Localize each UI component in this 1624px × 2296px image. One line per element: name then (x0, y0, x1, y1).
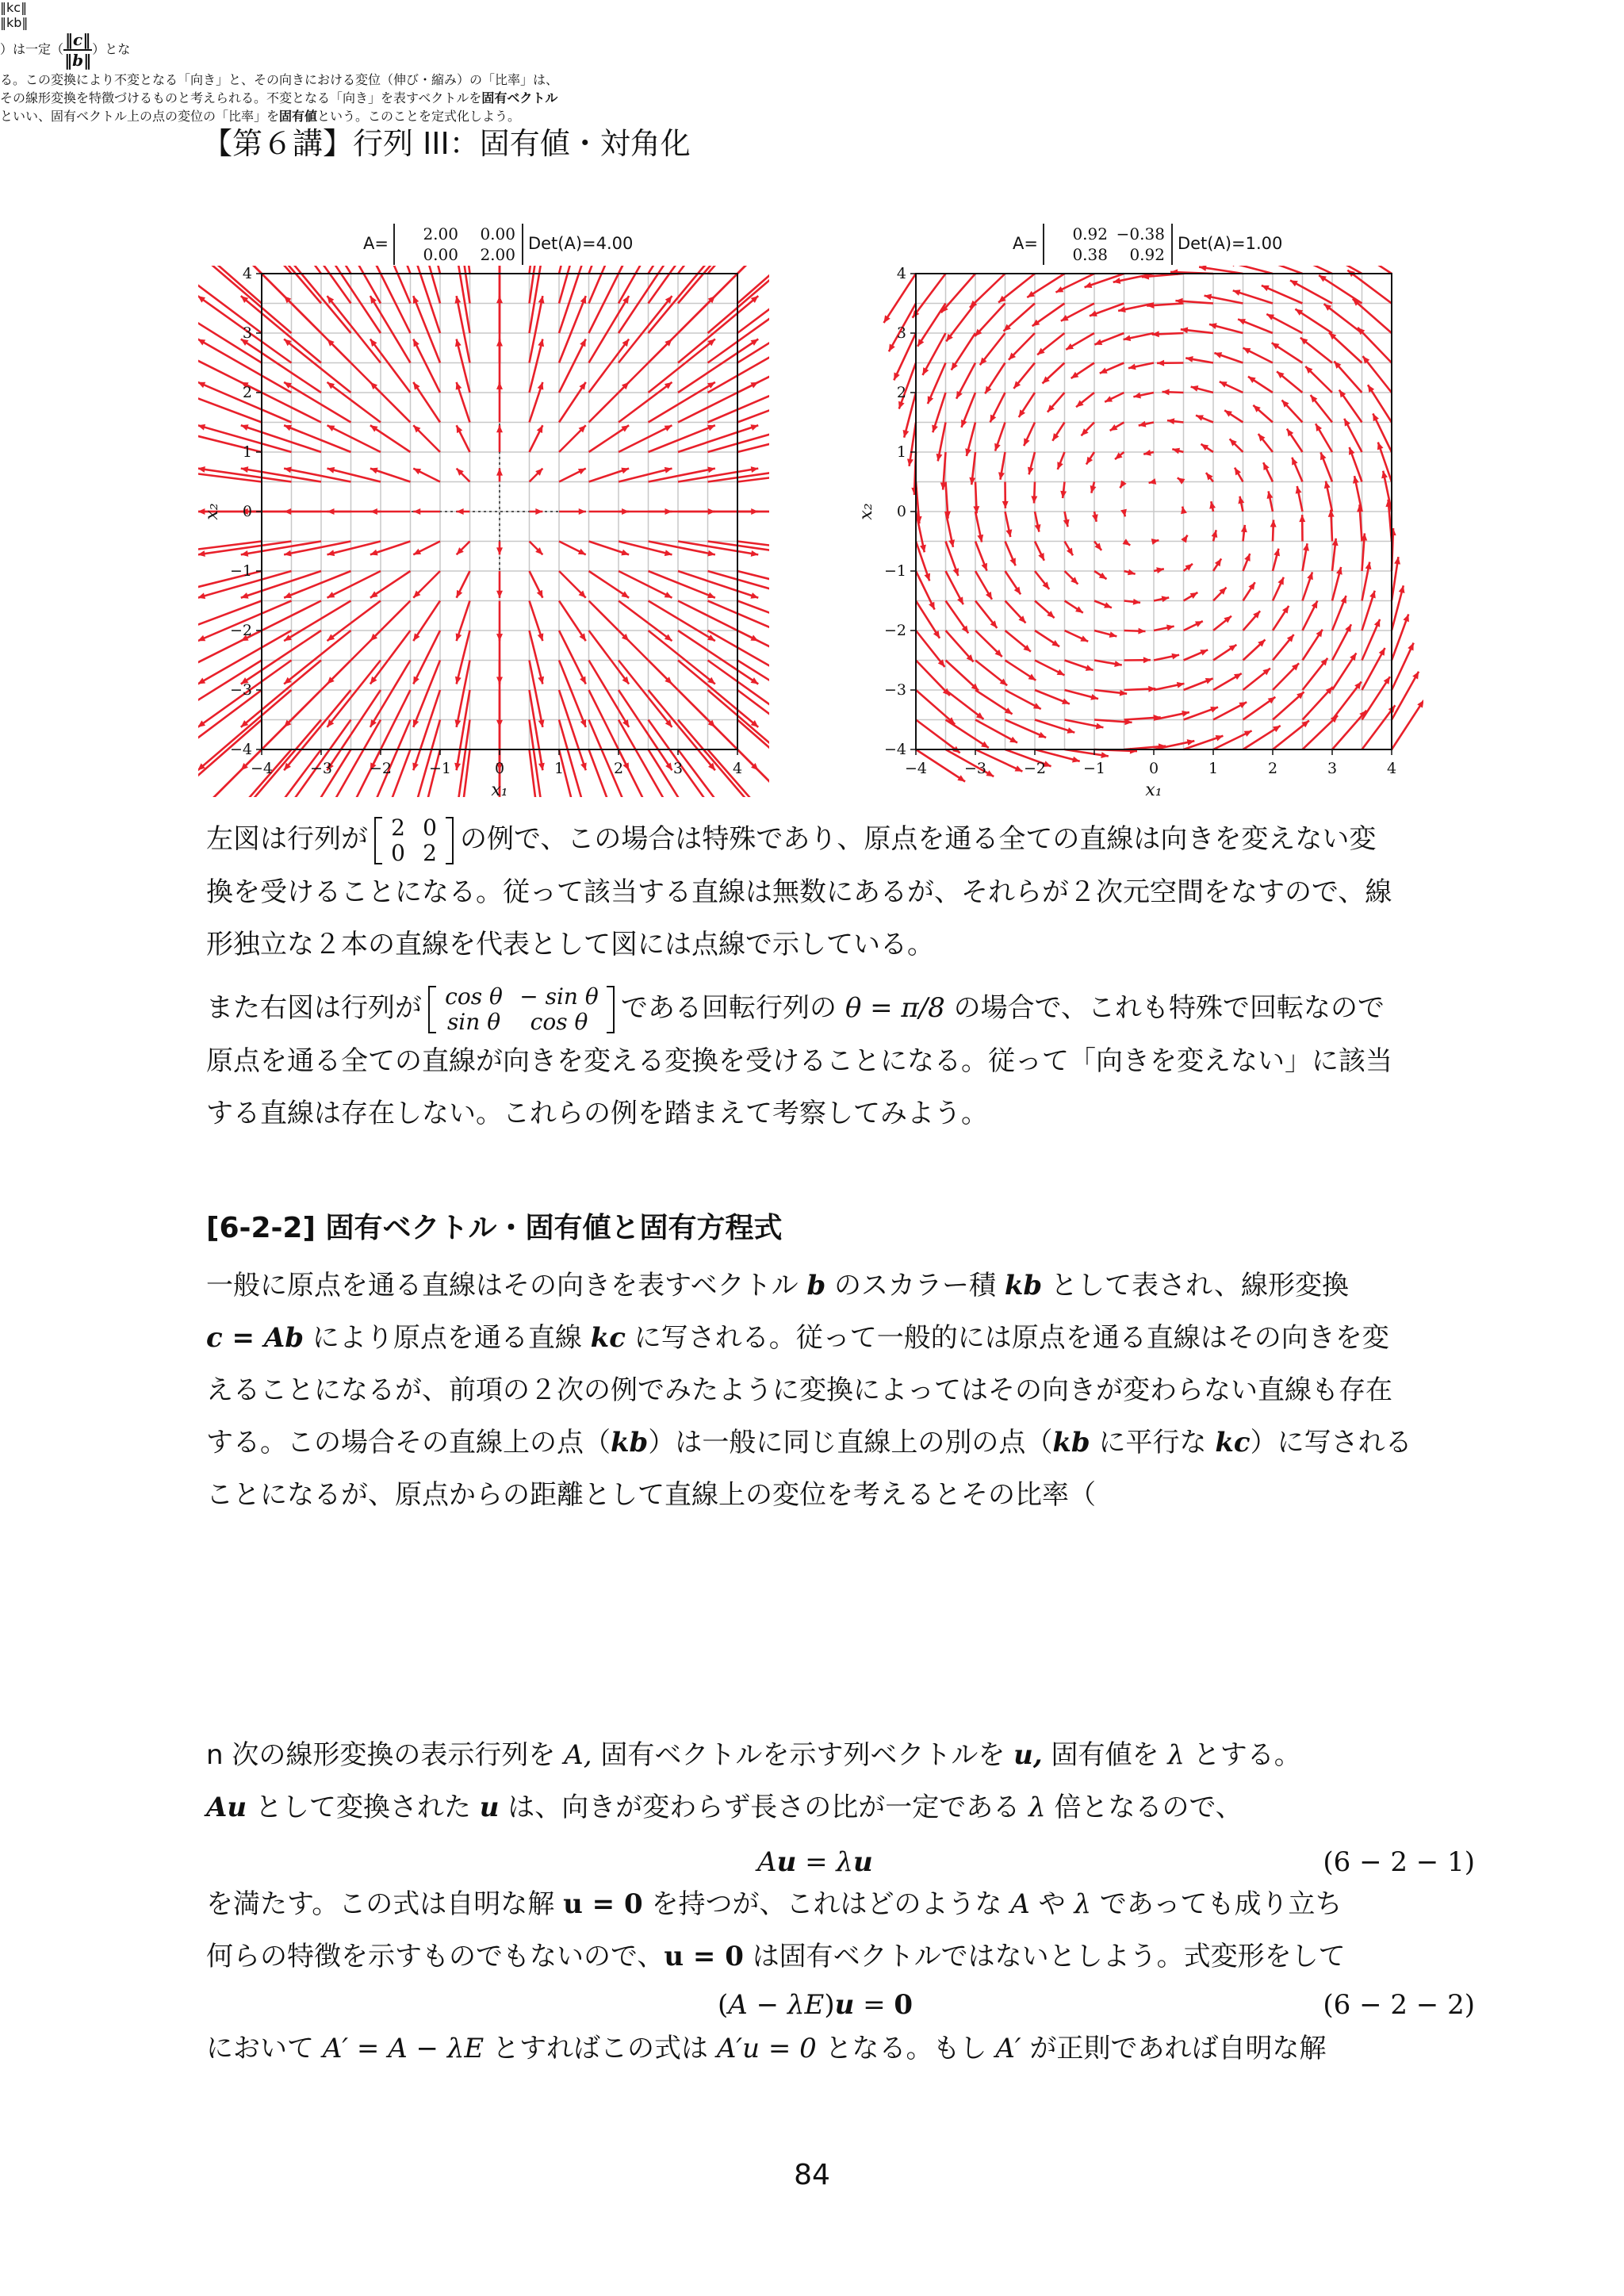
y-tick-label: −1 (229, 562, 252, 580)
x-tick-label: 0 (494, 760, 505, 777)
paragraph-6: において A′ = A − λE とすればこの式は A′u = 0 となる。もし A′ が正則であれば自明な解 (206, 2033, 1327, 2064)
y-tick-label: −2 (883, 622, 906, 639)
y-tick-label: 3 (896, 324, 906, 342)
equation-6-2-2: (A − λE)u = 0 (718, 1989, 914, 2021)
x-tick-label: 2 (613, 760, 624, 777)
matrix-label: A= (363, 234, 389, 253)
vector-arrow (327, 266, 381, 274)
x-tick-label: −2 (369, 760, 393, 777)
matrix-label: A= (1013, 234, 1038, 253)
vector-arrow (241, 266, 321, 274)
paragraph-2: また右図は行列が cos θ − sin θ sin θ cos θ である回転行列の θ = π/8 の場合で、これも特殊で回転なので 原点を通る全ての直線が向きを変える変換を受けることになる。従って「向きを変えない」に該当 する直線は存在しない。これらの例を踏まえて考察してみよう。 (206, 983, 1392, 1129)
x-tick-label: −4 (904, 760, 928, 777)
inline-matrix: 2 0 0 2 (374, 815, 454, 866)
fraction-c-b: $\frac{‖c‖}{‖b‖}$ (64, 30, 92, 70)
page-header: 【第６講】行列 III：固有値・対角化 (202, 126, 691, 161)
y-tick-label: −4 (883, 741, 906, 758)
left-figure-title (363, 224, 633, 265)
vector-arrow (559, 266, 587, 274)
vector-arrow (737, 266, 769, 274)
y-tick-label: −3 (229, 681, 252, 699)
x-tick-label: −1 (428, 760, 452, 777)
x-tick-label: −1 (1082, 760, 1106, 777)
vector-arrow (1392, 700, 1423, 749)
vector-arrow (412, 266, 440, 274)
vector-arrow (737, 720, 769, 798)
vector-arrow (737, 508, 769, 515)
determinant-label: Det(A)=1.00 (1177, 234, 1283, 253)
left-quiver-plot (198, 266, 769, 797)
left-matrix: 2.00 0.00 0.00 2.00 (393, 224, 523, 265)
y-axis-label: x₂ (856, 503, 876, 520)
x-tick-label: 4 (732, 760, 743, 777)
y-tick-label: −1 (883, 562, 906, 580)
x-tick-label: 1 (553, 760, 565, 777)
y-axis-label: x₂ (202, 503, 222, 520)
document-page: 【第６講】行列 III：固有値・対角化 A= 2.00 0.00 0.00 2.00Det(A)=4.00 A= 0.92 −0.38 0.38 0.92Det(A)=1.00 −4 −3 −2 −1 0 1 2 3 4 −4 −3 −2 −1 0 1 2 3 4 x₁ x₂ −4 −3 −2 −1 0 1 2 3 4 −4 −3 −2 −1 0 1 2 3 4 x₁ x₂ 左図は行列が 2 0 0 2 の例で、この場合は特殊であり、原点を通る全ての直線は向きを変えない変 換を受けることになる。従って該当する直線は無数にあるが、それらが２次元空間をなすので、線 形独立な２本の直線を代表として図には点線で示している。 また右図は行列が cos θ − sin θ sin θ cos θ である回転行列の θ = π/8 の場合で、これも特殊で回転なので 原点を通る全ての直線が向きを変える変換を受けることになる。従って「向きを変えない」に該当 する直線は存在しない。これらの例を踏まえて考察してみよう。 [6-2-2] 固有ベクトル・固有値と固有方程式 一般に原点を通る直線はその向きを表すベクトル b のスカラー積 kb として表され、線形変換 c = Ab により原点を通る直線 kc に写される。従って一般的には原点を通る直線はその向きを変 えることになるが、前項の２次の例でみたように変換によってはその向きが変わらない直線も存在 する。この場合その直線上の点（kb）は一般に同じ直線上の別の点（kb に平行な kc）に写される ことになるが、原点からの距離として直線上の変位を考えるとその比率（ ‖kc‖ ‖kb‖ ）は一定（ $\frac{‖c‖}{‖b‖}$ ）とな る。この変換により不変となる「向き」と、その向きにおける変位（伸び・縮み）の「比率」は、 その線形変換を特徴づけるものと考えられる。不変となる「向き」を表すベクトルを固有ベクトル といい、固有ベクトル上の点の変位の「比率」を固有値という。このことを定式化しよう。 n 次の線形変換の表示行列を A, 固有ベクトルを示す列ベクトルを u, 固有値を λ とする。 Au として変換された u は、向きが変わらず長さの比が一定である λ 倍となるので、 Au = λu (6 − 2 − 1) を満たす。この式は自明な解 u = 0 を持つが、これはどのような A や λ であっても成り立ち 何らの特徴を示すものでもないので、u = 0 は固有ベクトルではないとしよう。式変形をして (A − λE)u = 0 (6 − 2 − 2) において A′ = A − λE とすればこの式は A′u = 0 となる。もし A′ が正則であれば自明な解 84 (0, 0, 1624, 2296)
vector-arrow (496, 266, 503, 274)
vector-arrow (589, 266, 630, 274)
page-number: 84 (794, 2159, 830, 2191)
paragraph-3: 一般に原点を通る直線はその向きを表すベクトル b のスカラー積 kb として表され、線形変換 c = Ab により原点を通る直線 kc に写される。従って一般的には原点を通る直線はその向きを変 えることになるが、前項の２次の例でみたように変換によってはその向きが変わらない直線も存在 する。この場合その直線上の点（kb）は一般に同じ直線上の別の点（kb に平行な kc）に写される ことになるが、原点からの距離として直線上の変位を考えるとその比率（ (206, 1270, 1412, 1511)
x-tick-label: 0 (1148, 760, 1159, 777)
x-tick-label: −3 (309, 760, 333, 777)
paragraph-1: 左図は行列が 2 0 0 2 の例で、この場合は特殊であり、原点を通る全ての直線は向きを変えない変 換を受けることになる。従って該当する直線は無数にあるが、それらが２次元空間をなすので、線 形独立な２本の直線を代表として図には点線で示している。 (206, 814, 1392, 960)
vector-arrow (678, 749, 758, 797)
rotation-matrix: cos θ − sin θ sin θ cos θ (428, 984, 615, 1035)
right-figure-title (1013, 224, 1282, 265)
section-title: [6-2-2] 固有ベクトル・固有値と固有方程式 (206, 1212, 783, 1244)
paragraph-5: を満たす。この式は自明な解 u = 0 を持つが、これはどのような A や λ であっても成り立ち 何らの特徴を示すものでもないので、u = 0 は固有ベクトルではないとしよう。式変形をして (206, 1888, 1346, 1972)
vector-arrow (619, 266, 672, 274)
x-tick-label: 3 (1327, 760, 1338, 777)
y-tick-label: −3 (883, 681, 906, 699)
vector-arrow (198, 266, 262, 274)
equation-number-2: (6 − 2 − 2) (1323, 1989, 1475, 2021)
x-tick-label: 1 (1208, 760, 1219, 777)
x-tick-label: −2 (1023, 760, 1047, 777)
x-axis-label: x₁ (1145, 780, 1162, 797)
right-quiver-plot (852, 266, 1423, 797)
y-tick-label: 0 (242, 503, 252, 520)
x-tick-label: 3 (672, 760, 684, 777)
y-tick-label: 2 (242, 384, 252, 401)
y-tick-label: 4 (242, 266, 252, 282)
y-tick-label: 4 (896, 266, 906, 282)
vector-arrow (198, 266, 262, 304)
y-tick-label: −4 (229, 741, 252, 758)
paragraph-4: n 次の線形変換の表示行列を A, 固有ベクトルを示す列ベクトルを u, 固有値を λ とする。 Au として変換された u は、向きが変わらず長さの比が一定である λ 倍となるので、 (206, 1739, 1301, 1823)
y-tick-label: 1 (896, 443, 906, 461)
vector-arrow (1256, 266, 1302, 274)
x-tick-label: 2 (1267, 760, 1278, 777)
x-tick-label: 4 (1386, 760, 1397, 777)
vector-arrow (678, 266, 758, 274)
x-axis-label: x₁ (491, 780, 508, 797)
vector-arrow (370, 266, 410, 274)
determinant-label: Det(A)=4.00 (527, 234, 634, 253)
y-tick-label: 1 (242, 443, 252, 461)
y-tick-label: 0 (896, 503, 906, 520)
x-tick-label: −3 (963, 760, 987, 777)
equation-number-1: (6 − 2 − 1) (1323, 1846, 1475, 1878)
right-matrix: 0.92 −0.38 0.38 0.92 (1043, 224, 1173, 265)
y-tick-label: 2 (896, 384, 906, 401)
y-tick-label: 3 (242, 324, 252, 342)
vector-arrow (454, 266, 470, 274)
equation-6-2-1: Au = λu (757, 1846, 873, 1878)
x-tick-label: −4 (250, 760, 274, 777)
vector-arrow (530, 266, 546, 274)
y-tick-label: −2 (229, 622, 252, 639)
